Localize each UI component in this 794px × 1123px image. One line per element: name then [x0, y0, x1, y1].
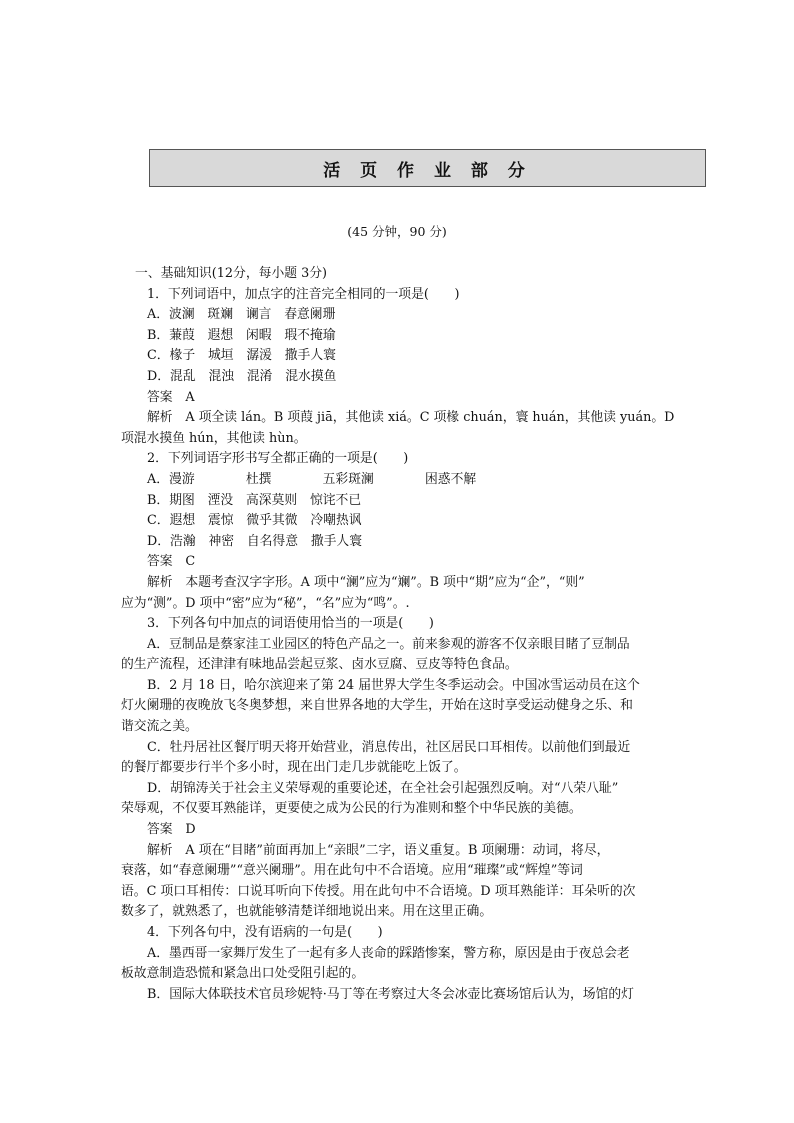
option-d: 荣辱观，不仅要耳熟能详，更要使之成为公民的行为准则和整个中华民族的美德。 — [121, 801, 582, 817]
option-b: B．国际大体联技术官员珍妮特·马丁等在考察过大冬会冰壶比赛场馆后认为，场馆的灯 — [147, 986, 634, 1002]
page-title: 活 页 作 业 部 分 — [323, 160, 532, 181]
answer-label: 答案 D — [147, 822, 196, 838]
option-c: C．椽子 城垣 潺湲 撒手人寰 — [147, 348, 336, 364]
option-d: D．浩瀚 神密 自名得意 撒手人寰 — [147, 533, 363, 549]
option-b: B．蒹葭 遐想 闲暇 瑕不掩瑜 — [147, 327, 336, 343]
option-d: D．胡锦涛关于社会主义荣辱观的重要论述，在全社会引起强烈反响。对“八荣八耻” — [147, 780, 619, 796]
option-b: 谐交流之美。 — [121, 719, 198, 735]
option-c: C．牡丹居社区餐厅明天将开始营业，消息传出，社区居民口耳相传。以前他们到最近 — [147, 739, 631, 755]
option-b: B．2 月 18 日，哈尔滨迎来了第 24 届世界大学生冬季运动会。中国冰雪运动员在这个 — [147, 677, 640, 693]
option-b: 灯火阑珊的夜晚放飞冬奥梦想，来自世界各地的大学生，开始在这时享受运动健身之乐、和 — [121, 698, 633, 714]
option-a: A．波澜 斑斓 谰言 春意阑珊 — [147, 307, 336, 323]
option-a: A．漫游 杜撰 五彩斑澜 困惑不解 — [147, 471, 477, 487]
analysis-text: 解析 A 项全读 lán。B 项葭 jiā，其他读 xiá。C 项椽 chuán，寰 huán，其他读 yuán。D — [147, 410, 674, 426]
option-b: B．期图 湮没 高深莫则 惊诧不已 — [147, 492, 362, 508]
analysis-text: 解析 A 项在“目睹”前面再加上“亲眼”二字，语义重复。B 项阑珊：动词，将尽， — [147, 842, 610, 858]
option-c: C．遐想 震惊 微乎其微 冷嘲热讽 — [147, 513, 362, 529]
option-a: 板故意制造恐慌和紧急出口处受阻引起的。 — [121, 966, 365, 982]
option-d: D．混乱 混浊 混淆 混水摸鱼 — [147, 368, 337, 384]
answer-label: 答案 A — [147, 389, 195, 405]
answer-label: 答案 C — [147, 554, 196, 570]
analysis-text: 数多了，就熟悉了，也就能够清楚详细地说出来。用在这里正确。 — [121, 904, 493, 920]
exercise-content — [121, 264, 674, 1005]
question-stem: 2．下列词语字形书写全都正确的一项是( ) — [147, 451, 409, 467]
option-a: 的生产流程，还津津有味地品尝起豆浆、卤水豆腐、豆皮等特色食品。 — [121, 657, 518, 673]
option-c: 的餐厅都要步行半个多小时，现在出门走几步就能吃上饭了。 — [121, 760, 467, 776]
question-stem: 4．下列各句中，没有语病的一句是( ) — [147, 925, 383, 940]
question-stem: 3．下列各句中加点的词语使用恰当的一项是( ) — [147, 616, 434, 632]
option-a: A．墨西哥一家舞厅发生了一起有多人丧命的踩踏惨案，警方称，原因是由于夜总会老 — [147, 945, 630, 961]
page-subtitle: (45 分钟，90 分) — [347, 224, 447, 239]
section-heading: 一、基础知识(12分，每小题 3分) — [135, 266, 328, 281]
analysis-text: 衰落，如“春意阑珊”“意兴阑珊”。用在此句中不合语境。应用“璀璨”或“辉煌”等词 — [121, 863, 583, 879]
analysis-text: 解析 本题考查汉字字形。A 项中“澜”应为“斓”。B 项中“期”应为“企”，“则” — [147, 574, 585, 590]
option-a: A．豆制品是蔡家洼工业园区的特色产品之一。前来参观的游客不仅亲眼目睹了豆制品 — [147, 636, 630, 652]
page-banner — [149, 149, 706, 187]
analysis-text: 项混水摸鱼 hún，其他读 hùn。 — [121, 430, 307, 446]
question-stem: 1．下列词语中，加点字的注音完全相同的一项是( ) — [147, 286, 460, 302]
analysis-text: 应为“测”。D 项中“密”应为“秘”，“名”应为“鸣”。. — [121, 595, 410, 611]
analysis-text: 语。C 项口耳相传：口说耳听向下传授。用在此句中不合语境。D 项耳熟能详：耳朵听的次 — [121, 883, 636, 899]
